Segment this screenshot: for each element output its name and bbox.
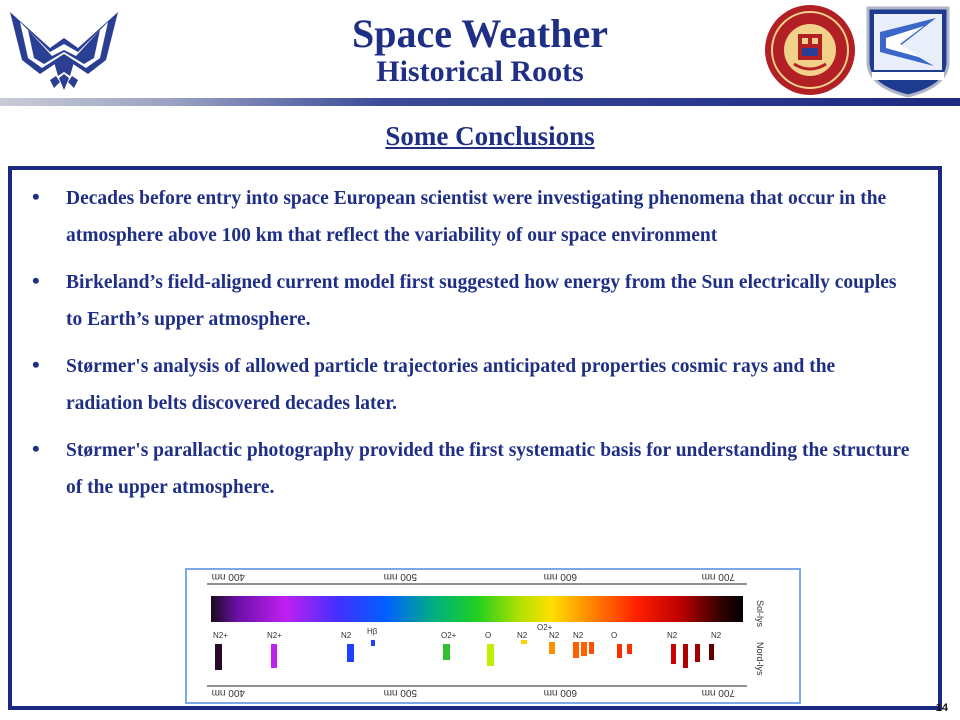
- scale-label-400-bottom: 400 nm: [211, 687, 245, 698]
- row-label-nord: Nord-lys: [755, 642, 765, 676]
- scale-label-500: 500 nm: [383, 571, 417, 582]
- bullet-item: • Størmer's parallactic photography provided the first systematic basis for understanding the structure of the upper atmosphere.: [32, 432, 912, 506]
- section-title: Some Conclusions: [385, 121, 595, 151]
- line-label: O: [485, 631, 492, 640]
- bullet-item: • Decades before entry into space European scientist were investigating phenomena that occur in the atmosphere above 100 km that reflect the variability of our space environment: [32, 180, 912, 254]
- scale-label-400: 400 nm: [211, 571, 245, 582]
- scale-label-700-bottom: 700 nm: [701, 687, 735, 698]
- bullet-item: • Birkeland’s field-aligned current model first suggested how energy from the Sun electrically couples to Earth’s upper atmosphere.: [32, 264, 912, 338]
- line-label: O2+: [441, 631, 457, 640]
- line-label: N2+: [213, 631, 228, 640]
- bullet-item: • Størmer's analysis of allowed particle trajectories anticipated properties cosmic rays and the radiation belts discovered decades later.: [32, 348, 912, 422]
- slide-subtitle: Historical Roots: [376, 55, 584, 88]
- line-label: N2: [341, 631, 352, 640]
- bullet-list: [32, 180, 912, 516]
- line-label: N2: [711, 631, 722, 640]
- aurora-emission-lines: [215, 640, 714, 670]
- scale-label-600: 600 nm: [543, 571, 577, 582]
- line-label: O2+: [537, 623, 553, 632]
- scale-label-600-bottom: 600 nm: [543, 687, 577, 698]
- solar-spectrum-bar: [211, 596, 743, 622]
- header-divider: [0, 98, 960, 106]
- boston-college-seal: [764, 4, 856, 96]
- line-label: Hβ: [367, 627, 378, 636]
- slide-header: [0, 0, 960, 108]
- line-label: N2: [517, 631, 528, 640]
- scale-label-500-bottom: 500 nm: [383, 687, 417, 698]
- line-label: N2: [573, 631, 584, 640]
- line-label: N2+: [267, 631, 282, 640]
- row-label-sol: Sol-lys: [755, 600, 765, 628]
- line-label: O: [611, 631, 618, 640]
- content-frame: [8, 166, 942, 710]
- slide-title: Space Weather: [352, 11, 608, 56]
- scale-label-700: 700 nm: [701, 571, 735, 582]
- air-force-research-laboratory-emblem: [862, 2, 954, 98]
- spectrum-figure: [185, 568, 801, 704]
- line-label: N2: [667, 631, 678, 640]
- line-label: N2: [549, 631, 560, 640]
- page-number: 14: [935, 702, 948, 714]
